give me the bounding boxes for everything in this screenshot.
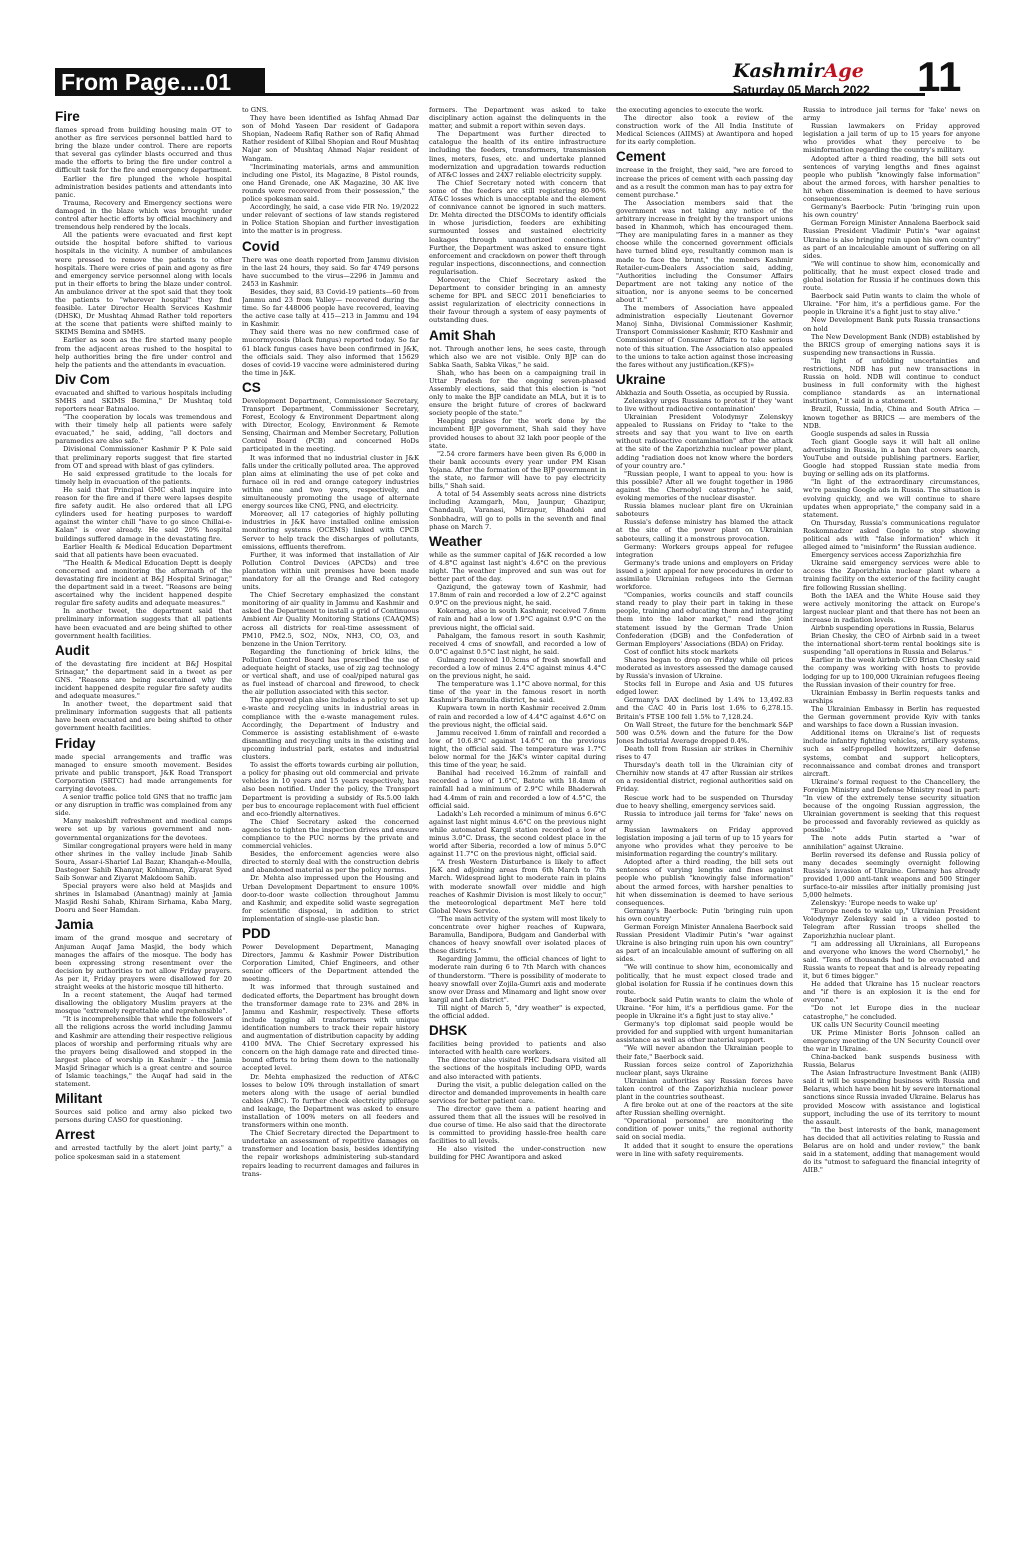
column-5 bbox=[803, 106, 980, 1546]
article-paragraph: "The Health & Medical Education Deptt is deeply concerned and monitoring the aftermath of the devastating fire incident at B&J Hospital Srinagar," the department said in a tweet. "Reasons are being ascertained why the incident happened despite regular fire safety audits and adequate measures." bbox=[55, 558, 232, 608]
article-paragraph: made special arrangements and traffic was managed to ensure smooth movement. Besides private and public transport, J&K Road Transport Corporation (SRTC) had made arrangements for carrying devotees. bbox=[55, 752, 232, 793]
article-paragraph: Shah, who has been on a campaigning trail in Uttar Pradesh for the ongoing seven-phased Assembly elections, said that this election is "not only to make the BJP candidate an MLA, but it is to ensure the bright future of crores of backward society people of the state." bbox=[429, 368, 606, 418]
article-paragraph: "Russian people, I want to appeal to you: how is this possible? After all we fought together in 1986 against the Chernobyl catastrophe," he said, evoking memories of the nuclear disaster. bbox=[616, 469, 793, 503]
article-paragraph: Earlier the fire plunged the whole hospital administration besides patients and attendants into panic. bbox=[55, 174, 232, 199]
article-paragraph: Airbnb suspending operations in Russia, Belarus bbox=[811, 624, 974, 632]
article-paragraph: Regarding the functioning of brick kilns, the Pollution Control Board has prescribed the use of adequate height of stacks, use of zig zag technology or vertical shaft, and use of coal/piped natural gas as fuel instead of charcoal and firewood, to check the air pollution associated with this sector. bbox=[242, 647, 419, 697]
article-paragraph: The Department was further directed to catalogue the health of its entire infrastructure including the feeders, transformers, transmission lines, meters, fuses, etc. and undertake planned modernization and upgradation towards reduction of AT&C losses and 24X7 reliable electricity supply. bbox=[429, 130, 606, 179]
article-paragraph: Russian lawmakers on Friday approved legislation a jail term of up to 15 years for anyone who provides what they perceive to be misinformation regarding the country's military. bbox=[803, 122, 980, 155]
article-paragraph: Russia to introduce jail terms for 'fake' news on army bbox=[803, 106, 980, 123]
column-4 bbox=[616, 106, 793, 1546]
article-paragraph: Both the IAEA and the White House said they were actively monitoring the attack on Europe's largest nuclear plant and that there has not been an increase in radiation levels. bbox=[803, 591, 980, 624]
story-headline: Fire bbox=[55, 109, 80, 124]
article-paragraph: while as the summer capital of J&K recorded a low of 4.8°C against last night's 4.6°C on the previous night. The weather improved and sun was out for better part of the day. bbox=[429, 550, 606, 583]
article-paragraph: Till night of March 5, "dry weather" is expected, the official added. bbox=[429, 1003, 606, 1021]
article-paragraph: Accordingly, he said, a case vide FIR No. 19/2022 under relevant of sections of law stands registered in Police Station Shopian and further investigation into the matter is in progress. bbox=[242, 203, 419, 236]
article-paragraph: Kokernag, also in south Kashmir, received 7.6mm of rain and had a low of 1.9°C against 0.9°C on the previous night, the official said. bbox=[429, 607, 606, 632]
article-paragraph: The Ukrainian Embassy in Berlin has requested the German government provide Kyiv with tanks and warships to face down a Russian invasion. bbox=[803, 704, 980, 730]
masthead-logo bbox=[733, 60, 864, 82]
story-headline: Cement bbox=[616, 149, 666, 165]
article-paragraph: In a recent statement, the Auqaf had termed disallowing the obligatory Muslim prayers at the mosque "extremely regrettable and reprehensible". bbox=[55, 991, 232, 1016]
article-paragraph: Special prayers were also held at Masjids and shrines in Islamabad (Anantnag) mainly at Jamia Masjid Reshi Sahab, Khiram Sirhama, Kaba Marg, Dooru and Seer Hamdan. bbox=[55, 882, 232, 915]
article-paragraph: He also visited the under-construction new building for PHC Awantipora and asked bbox=[429, 1145, 606, 1162]
article-paragraph: Besides, they said, 83 Covid-19 patients—60 from Jammu and 23 from Valley— recovered during the time. So far 448006 people have recovered, leaving the active case tally at 415—213 in Jammu and 194 in Kashmir. bbox=[242, 287, 419, 329]
story-headline: Jamia bbox=[55, 917, 94, 933]
article-paragraph: Sources said police and army also picked two persons during CASO for questioning. bbox=[55, 1108, 232, 1125]
article-paragraph: Besides, the enforcement agencies were also directed to sternly deal with the construction debris and abandoned material as per the policy norms. bbox=[242, 850, 419, 875]
article-paragraph: "In light of the extraordinary circumstances, we're pausing Google ads in Russia. The situation is evolving quickly, and we will continue to share updates when appropriate," the company said in a statement. bbox=[803, 478, 980, 519]
article-paragraph: evacuated and shifted to various hospitals including SMHS and SKIMS Bemina," Dr Mushtaq told reporters near Batmaloo. bbox=[55, 388, 232, 413]
article-paragraph: Germany's DAX declined by 1.4% to 13,492.83 and the CAC 40 in Paris lost 1.6% to 6,278.15. Britain's FTSE 100 fell 1.5% to 7,128.24. bbox=[616, 696, 793, 721]
issue-date: Saturday 05 March 2022 bbox=[733, 83, 870, 97]
article-paragraph: UK Prime Minister Boris Johnson called an emergency meeting of the UN Security Council over the war in Ukraine. bbox=[803, 1028, 980, 1053]
story-headline: Covid bbox=[242, 238, 280, 254]
article-paragraph: "We will never abandon the Ukrainian people to their fate," Baerbock said. bbox=[616, 1044, 793, 1061]
article-paragraph: Germany's trade unions and employers on Friday issued a joint appeal for new procedures in order to assimilate Ukrainian refugees into the German workforce. bbox=[616, 558, 793, 592]
article-paragraph: Earlier Health & Medical Education Department said that all patients have been evacuated. bbox=[55, 542, 232, 559]
article-paragraph: to GNS. bbox=[242, 106, 269, 114]
article-paragraph: Berlin reversed its defense and Russia policy of many decades seemingly overnight following Russia's invasion of Ukraine. Germany has already provided 1,000 anti-tank weapons and 500 Stinger surface-to-air missiles after initially promising just 5,000 helmets. bbox=[803, 850, 980, 900]
article-paragraph: He said expressed gratitude to the locals for timely help in evacuation of the patients. bbox=[55, 469, 232, 486]
article-paragraph: "It is incomprehensible that while the followers of all the religions across the world including Jammu and Kashmir are attending their respective religious places of worship and performing rituals why are the prayers being disallowed and stopped in the largest place of worship in Kashmir - the Jamia Masjid Srinagar which is a great centre and source of Islamic teachings," the Auqaf had said in the statement. bbox=[55, 1015, 232, 1089]
article-paragraph: Jammu received 1.6mm of rainfall and recorded a low of 10.6.8°C against 14.6°C on the previous night, the official said. The temperature was 1.7°C below normal for the J&K's winter capital during this time of the year, he said. bbox=[429, 728, 606, 770]
article-paragraph: Qazigund, the gateway town of Kashmir, had 17.8mm of rain and recorded a low of 2.2°C against 0.9°C on the previous night, he said. bbox=[429, 583, 606, 608]
article-paragraph: the executing agencies to execute the work. bbox=[616, 106, 764, 114]
story-headline: Friday bbox=[55, 735, 96, 751]
story-headline: PDD bbox=[242, 926, 271, 941]
article-paragraph: Shares began to drop on Friday while oil prices moderated as investors assessed the damage caused by Russia's invasion of Ukraine. bbox=[616, 655, 793, 681]
article-paragraph: German Foreign Minister Annalena Baerbock said Russian President Vladimir Putin's "war against Ukraine is also bringing ruin upon his own country" as part of an incalculable amount of suffering on all sides. bbox=[616, 923, 793, 964]
article-paragraph: Earlier in the week Airbnb CEO Brian Chesky said the company was working with hosts to provide lodging for up to 100,000 Ukrainian refugees fleeing the Russian invasion of their country for free. bbox=[803, 656, 980, 689]
article-paragraph: Abkhazia and South Ossetia, as occupied by Russia. bbox=[616, 388, 790, 397]
article-paragraph: Ukrainian President Volodymyr Zelenskyy appealed to Russians on Friday to "take to the streets and say that you want to live on earth without radioactive contamination" after the attack at the site of the Zaporizhzhia nuclear power plant, adding "radiation does not know where the borders of your country are." bbox=[616, 413, 793, 470]
article-paragraph: Zelenskyy: 'Europe needs to wake up' bbox=[811, 899, 938, 908]
story-headline: CS bbox=[242, 379, 261, 395]
article-paragraph: On Wall Street, the future for the benchmark S&P 500 was 0.5% down and the future for the Dow Jones Industrial Average dropped 0.4%. bbox=[616, 720, 793, 745]
article-paragraph: The Asian Infrastructure Investment Bank (AIIB) said it will be suspending business with Russia and Belarus, which have been hit by severe international sanctions since Russia invaded Ukraine. Belarus has provided Moscow with assistance and logistical support, including the use of its territory to mount the assault. bbox=[803, 1069, 980, 1126]
article-paragraph: Kupwara town in north Kashmir received 2.0mm of rain and recorded a low of 4.4°C against 4.6°C on the previous night, the official said. bbox=[429, 704, 606, 729]
article-paragraph: German Foreign Minister Annalena Baerbock said Russian President Vladimir Putin's "war against Ukraine is also bringing ruin upon his own country" as part of an incalculable amount of suffering on all sides. bbox=[803, 219, 980, 260]
article-paragraph: Ukraine's formal request to the Chancellery, the Foreign Ministry and Defense Ministry read in part: "In view of the extremely tense security situation because of the ongoing Russian aggression, the Ukrainian government is seeking that this request be processed and favorably reviewed as quickly as possible." bbox=[803, 777, 980, 835]
article-paragraph: Thursday's death toll in the Ukrainian city of Chernihiv now stands at 47 after Russian air strikes on a residential district, regional authorities said on Friday. bbox=[616, 761, 793, 794]
article-paragraph: Ladakh's Leh recorded a minimum of minus 6.6°C against last night minus 4.6°C on the previous night while automated Kargil station recorded a low of minus 3.0°C. Drass, the second coldest place in the world after Siberia, recorded a low of minus 5.0°C against 11.7°C on the previous night, official said. bbox=[429, 809, 606, 859]
page-header bbox=[0, 0, 1024, 100]
article-paragraph: Earlier as soon as the fire started many people from the adjacent areas rushed to the hospital to help authorities bring the fire under control and help the patients and the attendants in evacuation. bbox=[55, 336, 232, 369]
article-paragraph: "Incriminating materials, arms and ammunition including one Pistol, its Magazine, 8 Pistol rounds, one Hand Grenade, one AK Magazine, 30 AK live rounds were recovered from their possession," the police spokesman said. bbox=[242, 162, 419, 204]
article-paragraph: Many makeshift refreshment and medical camps were set up by various government and non-governmental organizations for the devotees. bbox=[55, 817, 232, 842]
article-paragraph: China-backed bank suspends business with Russia, Belarus bbox=[803, 1052, 980, 1070]
article-paragraph: There was one death reported from Jammu division in the last 24 hours, they said. So far 4749 persons have succumbed to the virus—2296 in Jammu and 2453 in Kashmir. bbox=[242, 255, 419, 288]
article-paragraph: Dr. Mehta emphasized the reduction of AT&C losses to below 10% through installation of smart meters along with the usage of aerial bundled cables (ABC). To further check electricity pilferage and leakage, the Department was asked to ensure installation of 100% meters on all feeders and transformers within one month. bbox=[242, 1072, 419, 1130]
logo-main: Kashmir bbox=[733, 60, 824, 82]
section-banner: From Page....01 bbox=[55, 68, 265, 96]
article-paragraph: The Chief Secretary directed the Department to undertake an assessment of repetitive damages on transformer and location basis, besides identifying the repair workshops administering sub-standard repairs leading to recurrent damages and failures in trans- bbox=[242, 1129, 419, 1178]
article-paragraph: flames spread from building housing main OT to another as fire services personnel battled hard to bring the blaze under control. There are reports that several gas cylinder blasts occurred and thus made the efforts to bring the fire under control a difficult task for the fire and emergency department. bbox=[55, 126, 232, 175]
article-paragraph: To assist the efforts towards curbing air pollution, a policy for phasing out old commercial and private vehicles in 10 years and 15 years respectively, has also been notified. Under the policy, the Transport Department is providing a subsidy of Rs.5.00 lakh per bus to encourage replacement with fuel efficient and eco-friendly alternatives. bbox=[242, 761, 419, 818]
article-paragraph: Russian lawmakers on Friday approved legislation imposing a jail term of up to 15 years for anyone who provides what they perceive to be misinformation regarding the country's military. bbox=[616, 825, 793, 859]
story-headline: Ukraine bbox=[616, 371, 666, 387]
article-paragraph: increase in the freight, they said, "we are forced to increase the prices of cement with each passing day and as a result the common man has to pay extra for cement purchase." bbox=[616, 166, 793, 199]
article-columns bbox=[55, 106, 985, 1546]
article-paragraph: All the patients were evacuated and first kept outside the hospital before shifted to various hospitals in the vicinity. A number of ambulances were pressed to remove the patients to other hospitals. There were cries of pain and agony as fire and emergency service personnel along with locals put in their efforts to bring the blaze under control. An ambulance driver at the spot said that they took the patients to "wherever hospital" they find feasible. Later Director Health Services Kashmir (DHSK), Dr Mushtaq Ahmad Rather told reporters at the scene that patients were shifted mainly to SKIMS Bemina and SMHS. bbox=[55, 231, 232, 337]
article-paragraph: Google suspends ad sales in Russia bbox=[811, 429, 930, 438]
article-paragraph: Germany's top diplomat said people would be provided for and supplied with urgent humanitarian assistance as well as other material support. bbox=[616, 1020, 793, 1045]
article-paragraph: Heaping praises for the work done by the incumbent BJP government, Shah said they have provided houses to about 32 lakh poor people of the state. bbox=[429, 417, 606, 450]
article-paragraph: "Companies, works councils and staff councils stand ready to play their part in taking in these people, training and educating them and integrating them into the labor market," read the joint statement issued by the German Trade Union Confederation (DGB) and the Confederation of German Employers' Associations (BDA) on Friday. bbox=[616, 591, 793, 648]
article-paragraph: The note adds Putin started a "war of annihilation" against Ukraine. bbox=[803, 834, 980, 851]
page-number: 11 bbox=[917, 53, 962, 100]
article-paragraph: Brian Chesky, the CEO of Airbnb said in a tweet the international short-term rental bookings site is suspending "all operations in Russia and Belarus." bbox=[803, 632, 980, 657]
article-paragraph: It was informed that no industrial cluster in J&K falls under the critically polluted area. The approved plan aims at eliminating the use of pet coke and furnace oil in red and orange category industries within one and two years, respectively, and simultaneously promoting the usage of alternate energy sources like CNG, PNG, and electricity. bbox=[242, 453, 419, 511]
article-paragraph: Regarding Jammu, the official chances of light to moderate rain during 6 to 7th March with chances of thunderstorm. "There is possibility of moderate to heavy snowfall over Zojila-Gumri axis and moderate snow over Drass and Minamarg and light snow over kargil and Leh district". bbox=[429, 955, 606, 1004]
article-paragraph: formers. The Department was asked to take disciplinary action against the delinquents in the matter, and submit a report within seven days. bbox=[429, 106, 606, 131]
story-headline: Div Com bbox=[55, 371, 110, 387]
article-paragraph: imam of the grand mosque and secretary of Anjuman Auqaf Jama Masjid, the body which manages the affairs of the mosque. The body has been expressing strong resentment over the decision by authorities to not allow Friday prayers. As per it, Friday prayers were disallowed for 20 straight weeks at the historic mosque till hitherto. bbox=[55, 934, 232, 991]
article-paragraph: Adopted after a third reading, the bill sets out sentences of varying lengths and fines against people who publish "knowingly false information" about the armed forces, with harsher penalties to hit when dissemination is deemed to have serious consequences. bbox=[616, 858, 793, 907]
article-paragraph: The Association members said that the government was not taking any notice of the arbitrary increase in freight by the transport unions based in Khanmoh, which has encouraged them. "They are manipulating fares in a manner as they choose while the concerned government officials have turned blind eye, resultantly common man is made to face the brunt," the members Kashmir Retailer-cum-Dealers Association said, adding, "Authorities including the Consumer Affairs Department are not taking any notice of the situation, nor is anyone seems to be concerned about it." bbox=[616, 198, 793, 304]
article-paragraph: "The cooperation by locals was tremendous and with their timely help all patients were safely evacuated," he said, adding, "all doctors and paramedics are also safe." bbox=[55, 413, 232, 446]
article-paragraph: Moreover, all 17 categories of highly polluting industries in J&K have installed online emission monitoring systems (OCEMS) linked with CPCB Server to help track the discharges of pollutants, emissions, effluents therefrom. bbox=[242, 510, 419, 551]
column-1 bbox=[55, 106, 232, 1546]
story-headline: Amit Shah bbox=[429, 327, 496, 343]
story-headline: Militant bbox=[55, 1091, 103, 1107]
article-paragraph: A fire broke out at one of the reactors at the site after Russian shelling overnight. bbox=[616, 1101, 793, 1118]
article-paragraph: Ukrainian Embassy in Berlin requests tanks and warships bbox=[803, 688, 980, 705]
article-paragraph: Development Department, Commissioner Secretary, Transport Department, Commissioner Secretary, Forest, Ecology & Environment Department along with Director, Ecology, Environment & Remote Sensing, Chairman and Member Secretary, Pollution Control Board (PCB) and concerned HoDs participated in the meeting. bbox=[242, 396, 419, 454]
article-paragraph: Brazil, Russia, India, China and South Africa — known together as BRICS — are members of the NDB. bbox=[803, 405, 980, 430]
article-paragraph: He said that Principal GMC shall inquire into reason for the fire and if there were lapses despite fire safety audit. He also ordered that all LPG cylinders used for heating purposes to wardoff against the winter chill "have to go since Chillai-e-Kalan" is over already. He said 20% hospital buildings suffered damage in the devastating fire. bbox=[55, 485, 232, 543]
article-paragraph: Banihal had received 16.2mm of rainfall and recorded a low of 1.6°C, Batote with 18.4mm of rainfall had a minimum of 2.9°C while Bhaderwah had 4.4mm of rain and recorded a low of 4.5°C, the official said. bbox=[429, 769, 606, 810]
column-2 bbox=[242, 106, 419, 1546]
article-paragraph: "A fresh Western Disturbance is likely to affect J&K and adjoining areas from 6th March to 7th March. Widespread light to moderate rain in plains with moderate snowfall over middle and high reaches of Kashmir Division is most likely to occur," the meteorological department MeT here told Global News Service. bbox=[429, 858, 606, 915]
article-paragraph: "Europe needs to wake up," Ukrainian President Volodymyr Zelenskyy said in a video posted to Telegram after Russian troops shelled the Zaporizhzhia nuclear plant. bbox=[803, 907, 980, 940]
article-paragraph: "In the best interests of the bank, management has decided that all activities relating to Russia and Belarus are on hold and under review," the bank said in a statement, adding that management would do its "utmost to safeguard the financial integrity of AIIB." bbox=[803, 1125, 980, 1175]
article-paragraph: Ukrainian authorities say Russian forces have taken control of the Zaporizhzhia nuclear power plant in the countries southeast. bbox=[616, 1076, 793, 1101]
article-paragraph: "I am addressing all Ukrainians, all Europeans and everyone who knows the word Chernobyl," he said. "Tens of thousands had to be evacuated and Russia wants to repeat that and is already repeating it, but 6 times bigger." bbox=[803, 939, 980, 981]
article-paragraph: The Chief Secretary noted with concern that some of the feeders are still registering 80-90% AT&C losses which is unacceptable and the element of connivance cannot be ignored in such matters. Dr. Mehta directed the DISCOMs to identify officials in whose jurisdiction, feeders are exhibiting surmounted losses and sustained electricity leakages through unauthorized connections. Further, the Department was asked to ensure tight enforcement and crackdown on power theft through regular inspections, disconnections, and connection regularisation. bbox=[429, 178, 606, 276]
story-headline: Arrest bbox=[55, 1127, 95, 1143]
article-paragraph: A senior traffic police told GNS that no traffic jam or any disruption in traffic was complained from any side. bbox=[55, 793, 232, 818]
article-paragraph: "Do not let Europe dies in the nuclear catastrophe," he concluded. bbox=[803, 1004, 980, 1021]
article-paragraph: Ukraine said emergency services were able to access the Zaporizhzhia nuclear plant where a training facility on the exterior of the facility caught fire following Russian shelling. bbox=[803, 559, 980, 592]
article-paragraph: It added that it sought to ensure the operations were in line with safety requirements. bbox=[616, 1141, 793, 1158]
article-paragraph: Pahalgam, the famous resort in south Kashmir, received 4 cms of snowfall, and recorded a low of 0.0°C against 0.5°C last night, he said. bbox=[429, 631, 606, 656]
article-paragraph: Gulmarg received 10.3cms of fresh snowfall and recorded a low of minus 2.4°C against minus 4.4°C on the previous night, he said. bbox=[429, 655, 606, 681]
article-paragraph: The Chief Secretary emphasized the constant monitoring of air quality in Jammu and Kashmir and asked the Department to install a grid of Continuous Ambient Air Quality Monitoring Stations (CAAQMS) across all districts for real-time assessment of PM10, PM2.5, SO2, NOx, NH3, CO, O3, and benzene in the Union Territory. bbox=[242, 591, 419, 648]
article-paragraph: The New Development Bank (NDB) established by the BRICS group of emerging nations says it is suspending new transactions in Russia. bbox=[803, 332, 980, 357]
article-paragraph: "We will continue to show him, economically and politically, that he must expect closed trade and global isolation for Russia if he continues down this route. bbox=[803, 259, 980, 293]
article-paragraph: "In light of unfolding uncertainties and restrictions, NDB has put new transactions in Russia on hold. NDB will continue to conduct business in full conformity with the highest compliance standards as an international institution," it said in a statement. bbox=[803, 356, 980, 406]
article-paragraph: The director gave them a patient hearing and assured them that all the issues will be resolved in due course of time. He also said that the directorate is committed to providing hassle-free health care facilities to all levels. bbox=[429, 1104, 606, 1146]
article-paragraph: Russia to introduce jail terms for 'fake' news on army bbox=[616, 809, 793, 826]
article-paragraph: Russia blames nuclear plant fire on Ukrainian saboteurs bbox=[616, 502, 793, 519]
article-paragraph: Russia's defense ministry has blamed the attack at the site of the power plant on Ukrainian saboteurs, calling it a monstrous provocation. bbox=[616, 518, 793, 543]
article-paragraph: During the visit, a public delegation called on the director and demanded improvements in health care services for better patient care. bbox=[429, 1080, 606, 1105]
article-paragraph: Trauma, Recovery and Emergency sections were damaged in the blaze which was brought under control after hectic efforts by official machinery and tremendous help rendered by the locals. bbox=[55, 198, 232, 232]
article-paragraph: Rescue work had to be suspended on Thursday due to heavy shelling, emergency services said. bbox=[616, 793, 793, 810]
story-headline: Audit bbox=[55, 642, 90, 658]
article-paragraph: Tech giant Google says it will halt all online advertising in Russia, in a ban that covers search, YouTube and outside publishing partners. Earlier, Google had stopped Russian state media from buying or selling ads on its platforms. bbox=[803, 437, 980, 479]
logo-accent: Age bbox=[823, 60, 864, 82]
article-paragraph: He added that Ukraine has 15 nuclear reactors and "if there is an explosion it is the end for everyone." bbox=[803, 980, 980, 1005]
article-paragraph: They said there was no new confirmed case of mucormycosis (black fungus) reported today. So far 61 black fungus cases have been confirmed in J&K, the officials said. They also informed that 15629 doses of covid-19 vaccine were administered during the time in J&K. bbox=[242, 328, 419, 377]
article-paragraph: "Operational personnel are monitoring the condition of power units," the regional authority said on social media. bbox=[616, 1117, 793, 1142]
article-paragraph: Zelenskyy urges Russians to protest if they 'want to live without radioactive contamination' bbox=[616, 396, 793, 413]
article-paragraph: A total of 54 Assembly seats across nine districts including Azamgarh, Mau, Jaunpur, Ghazipur, Chandauli, Varanasi, Mirzapur, Bhadohi and Sonbhadra, will go to polls in the seventh and final phase on March 7. bbox=[429, 490, 606, 531]
article-paragraph: The director also visited PHC Dadsara visited all the sections of the hospitals including OPD, wards and also interacted with patients. bbox=[429, 1056, 606, 1081]
article-paragraph: Additional items on Ukraine's list of requests include infantry fighting vehicles, artillery systems, such as self-propelled howitzers, air defense systems, combat and support helicopters, reconnaissance and combat drones and transport aircraft. bbox=[803, 729, 980, 778]
article-paragraph: of the devastating fire incident at B&J Hospital Srinagar," the department said in a tweet as per GNS. "Reasons are being ascertained why the incident happened despite regular fire safety audits and adequate measures." bbox=[55, 659, 232, 701]
article-paragraph: Adopted after a third reading, the bill sets out sentences of varying lengths and fines against people who publish "knowingly false information" about the armed forces, with harsher penalties to hit when dissemination is deemed to have serious consequences. bbox=[803, 154, 980, 204]
article-paragraph: and arrested tactfully by the alert joint party," a police spokesman said in a statement bbox=[55, 1144, 232, 1161]
story-headline: Weather bbox=[429, 533, 483, 549]
article-paragraph: Divisional Commissioner Kashmir P K Pole said that preliminary reports suggest that fire started from OT and spread with blast of gas cylinders. bbox=[55, 445, 232, 470]
article-paragraph: In another tweet, the department said that preliminary information suggests that all patients have been evacuated and are being shifted to other government health facilities. bbox=[55, 607, 232, 640]
article-paragraph: The director also took a review of the construction work of the All India Institute of Medical Sciences (AIIMS) at Awantipora and hoped for its early completion. bbox=[616, 114, 793, 147]
article-paragraph: The members of Association have appealed administration especially Lieutenant Governor Manoj Sinha, Divisional Commissioner Kashmir, Transport Commissioner Kashmir, RTO Kashmir and Commissioner of Consumer Affairs to take serious note of this situation. The Association also appealed to the unions to take action against those increasing the fares without any justification.(KFS)» bbox=[616, 304, 793, 369]
article-paragraph: Dr. Mehta also impressed upon the Housing and Urban Development Department to ensure 100% door-to-door waste collection throughout Jammu and Kashmir, and expedite solid waste segregation for scientific disposal, in addition to strict implementation of single-use plastic ban. bbox=[242, 874, 419, 923]
story-headline: DHSK bbox=[429, 1023, 468, 1039]
article-paragraph: On Thursday, Russia's communications regulator Roskomnadzor asked Google to stop showing political ads with "false information" which it alleged aimed to "misinform" the Russian audience. bbox=[803, 518, 980, 552]
article-paragraph: They have been identified as Ishfaq Ahmad Dar son of Mohd Yaseen Dar resident of Gadapora Shopian, Nadeem Rafiq Rather son of Rafiq Ahmad Rather resident of Kilbal Shopian and Rouf Mushtaq Najar son of Mushtaq Ahmad Najar resident of Wangam. bbox=[242, 114, 419, 163]
article-paragraph: Germany: Workers groups appeal for refugee integration bbox=[616, 542, 793, 559]
article-paragraph: Cost of conflict hits stock markets bbox=[624, 647, 739, 656]
article-paragraph: facilities being provided to patients and also interacted with health care workers. bbox=[429, 1040, 606, 1057]
article-paragraph: In another tweet, the department said that preliminary information suggests that all patients have been evacuated and are being shifted to other government health facilities. bbox=[55, 700, 232, 733]
article-paragraph: "2.54 crore farmers have been given Rs 6,000 in their bank accounts every year under PM Kisan Yojana. After the formation of the BJP government in the state, no farmer will have to pay electricity bills," Shah said. bbox=[429, 449, 606, 491]
article-paragraph: Russian forces seize control of Zaporizhzhia nuclear plant, says Ukraine bbox=[616, 1060, 793, 1077]
article-paragraph: Further, it was informed that installation of Air Pollution Control Devices (APCDs) and tree plantation within unit premises have been made mandatory for all the Orange and Red category units. bbox=[242, 550, 419, 592]
article-paragraph: New Development Bank puts Russia transactions on hold bbox=[803, 316, 980, 333]
article-paragraph: Germany's Baerbock: Putin 'bringing ruin upon his own country' bbox=[616, 906, 793, 923]
article-paragraph: Germany's Baerbock: Putin 'bringing ruin upon his own country' bbox=[803, 203, 980, 220]
article-paragraph: Death toll from Russian air strikes in Chernihiv rises to 47 bbox=[616, 744, 793, 762]
article-paragraph: UK calls UN Security Council meeting bbox=[811, 1020, 940, 1029]
article-paragraph: Baerbock said Putin wants to claim the whole of Ukraine. "For him, it's a perfidious game. For the people in Ukraine it's a fight just to stay alive." bbox=[616, 995, 793, 1021]
article-paragraph: "The main activity of the system will most likely to concentrate over higher reaches of Kupwara, Baramulla, Bandipora, Budgam and Ganderbal with chances of heavy snowfall over isolated places of these districts." bbox=[429, 914, 606, 956]
article-paragraph: The approved plan also includes a policy to set up e-waste and recycling units in industrial areas in compliance with the e-waste management rules. Accordingly, the Department of Industry and Commerce is assisting establishment of e-waste dismantling and recycling units in the existing and upcoming industrial park, estates and industrial clusters. bbox=[242, 696, 419, 762]
article-paragraph: Power Development Department, Managing Directors, Jammu & Kashmir Power Distribution Corporation Limited, Chief Engineers, and other senior officers of the Department attended the meeting. bbox=[242, 943, 419, 984]
article-paragraph: Baerbock said Putin wants to claim the whole of Ukraine. "For him, it's a perfidious game. For the people in Ukraine it's a fight just to stay alive." bbox=[803, 292, 980, 317]
article-paragraph: Stocks fell in Europe and Asia and US futures edged lower. bbox=[616, 680, 793, 697]
article-paragraph: Moreover, the Chief Secretary asked the Department to consider bringing in an amnesty scheme for BPL and SECC 2011 beneficiaries to assist regularization of electricity connections in their favour through a system of easy payments of outstanding dues. bbox=[429, 275, 606, 325]
article-paragraph: Similar congregational prayers were held in many other shrines in the valley include Jinab Sahib Soura, Assar-i-Sharief Lal Bazar, Khanqah-e-Moulla, Dastegeer Sahib Khanyar, Kohimaran, Ziyarat Syed Saib Sonwar and Ziyarat Makdoom Sahib. bbox=[55, 841, 232, 882]
column-3 bbox=[429, 106, 606, 1546]
article-paragraph: Emergency services access Zaporizhzhia fire bbox=[811, 551, 962, 560]
article-paragraph: not. Through another lens, he sees caste, through which also we are not visible. Only BJP can do Sabka Saath, Sabka Vikas," he said. bbox=[429, 344, 606, 369]
article-paragraph: The temperature was 1.1°C above normal, for this time of the year in the famous resort in north Kashmir's Baramulla district, he said. bbox=[429, 680, 606, 705]
article-paragraph: It was informed that through sustained and dedicated efforts, the Department has brought down the transformer damage rate to 23% and 28% in Jammu and Kashmir, respectively. These efforts include tagging all transformers with unique identification numbers to track their repair history and augmentation of distribution capacity by adding 4100 MVA. The Chief Secretary expressed his concern on the high damage rate and directed time-bound efforts to bring them down to the nationally accepted level. bbox=[242, 983, 419, 1073]
article-paragraph: "We will continue to show him, economically and politically, that he must expect closed trade and global isolation for Russia if he continues down this route. bbox=[616, 963, 793, 996]
article-paragraph: The Chief Secretary asked the concerned agencies to tighten the inspection drives and ensure compliance to the PUC norms by the private and commercial vehicles. bbox=[242, 817, 419, 851]
